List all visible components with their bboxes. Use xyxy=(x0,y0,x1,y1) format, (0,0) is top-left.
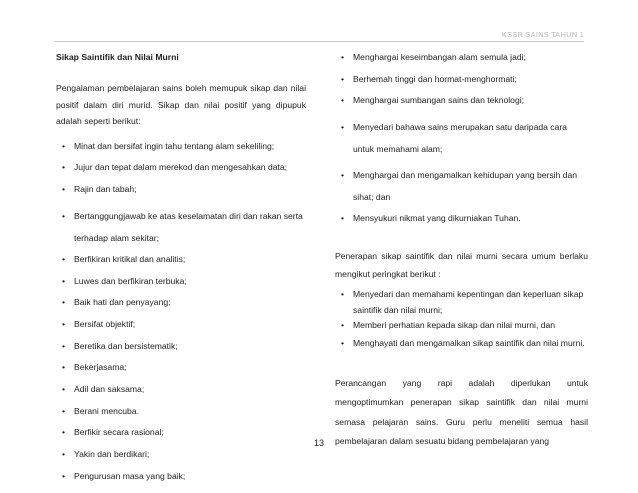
section-heading: Sikap Saintifik dan Nilai Murni xyxy=(56,52,179,62)
stages-list xyxy=(335,287,588,352)
list-item: • Menghargai sumbangan sains dan teknologi; xyxy=(335,94,588,106)
stages-paragraph: Penerapan sikap saintifik dan nilai murni secara umum berlaku mengikut peringkat berikut : xyxy=(335,251,588,279)
list-item: • Luwes dan berfikiran terbuka; xyxy=(56,275,306,287)
values-list xyxy=(335,51,588,224)
list-item: • Mensyukuri nikmat yang dikurniakan Tuhan. xyxy=(335,212,588,224)
list-item: • Pengurusan masa yang baik; xyxy=(56,470,306,482)
list-item: • Jujur dan tepat dalam merekod dan mengesahkan data; xyxy=(56,161,306,173)
right-column xyxy=(335,51,588,452)
left-column xyxy=(56,51,306,491)
attitudes-list xyxy=(56,140,306,482)
list-item: • Menyedari bahawa sains merupakan satu daripada cara untuk memahami alam; xyxy=(335,116,588,160)
list-item: • Menghayati dan mengamalkan sikap saintifik dan nilai murni. xyxy=(335,336,588,352)
list-item: • Adil dan saksama; xyxy=(56,383,306,395)
list-item: • Yakin dan berdikari; xyxy=(56,448,306,460)
list-item: • Bertanggungjawab ke atas keselamatan diri dan rakan serta terhadap alam sekitar; xyxy=(56,205,306,249)
list-item: • Baik hati dan penyayang; xyxy=(56,296,306,308)
page-number: 13 xyxy=(313,438,324,448)
intro-paragraph: Pengalaman pembelajaran sains boleh memupuk sikap dan nilai positif dalam diri murid. Sikap dan nilai positif yang dipupuk adalah seperti berikut: xyxy=(56,83,306,127)
list-item: • Bersifat objektif; xyxy=(56,318,306,330)
list-item: • Berfikir secara rasional; xyxy=(56,426,306,438)
header-divider xyxy=(54,41,584,42)
list-item: • Rajin dan tabah; xyxy=(56,183,306,195)
list-item: • Beretika dan bersistematik; xyxy=(56,340,306,352)
list-item: • Bekerjasama; xyxy=(56,361,306,373)
list-item: • Memberi perhatian kepada sikap dan nilai murni, dan xyxy=(335,319,588,332)
list-item: • Berani mencuba. xyxy=(56,405,306,417)
list-item: • Berfikiran kritikal dan analitis; xyxy=(56,253,306,265)
list-item: • Menghargai dan mengamalkan kehidupan yang bersih dan sihat; dan xyxy=(335,164,588,208)
list-item: • Berhemah tinggi dan hormat-menghormati; xyxy=(335,73,588,85)
list-item: • Minat dan bersifat ingin tahu tentang alam sekeliling; xyxy=(56,140,306,152)
planning-paragraph: Perancangan yang rapi adalah diperlukan untuk mengoptimumkan penerapan sikap saintifik dan nilai murni semasa pelajaran sains. Guru perlu meneliti semua hasil pembelajaran dalam sesuatu bidang pembelajaran yang xyxy=(335,377,588,447)
list-item: • Menghargai keseimbangan alam semula jadi; xyxy=(335,51,588,63)
list-item: • Menyedari dan memahami kepentingan dan keperluan sikap saintifik dan nilai murni; xyxy=(335,287,588,318)
running-header: KSSR SAINS TAHUN 1 xyxy=(501,30,584,39)
